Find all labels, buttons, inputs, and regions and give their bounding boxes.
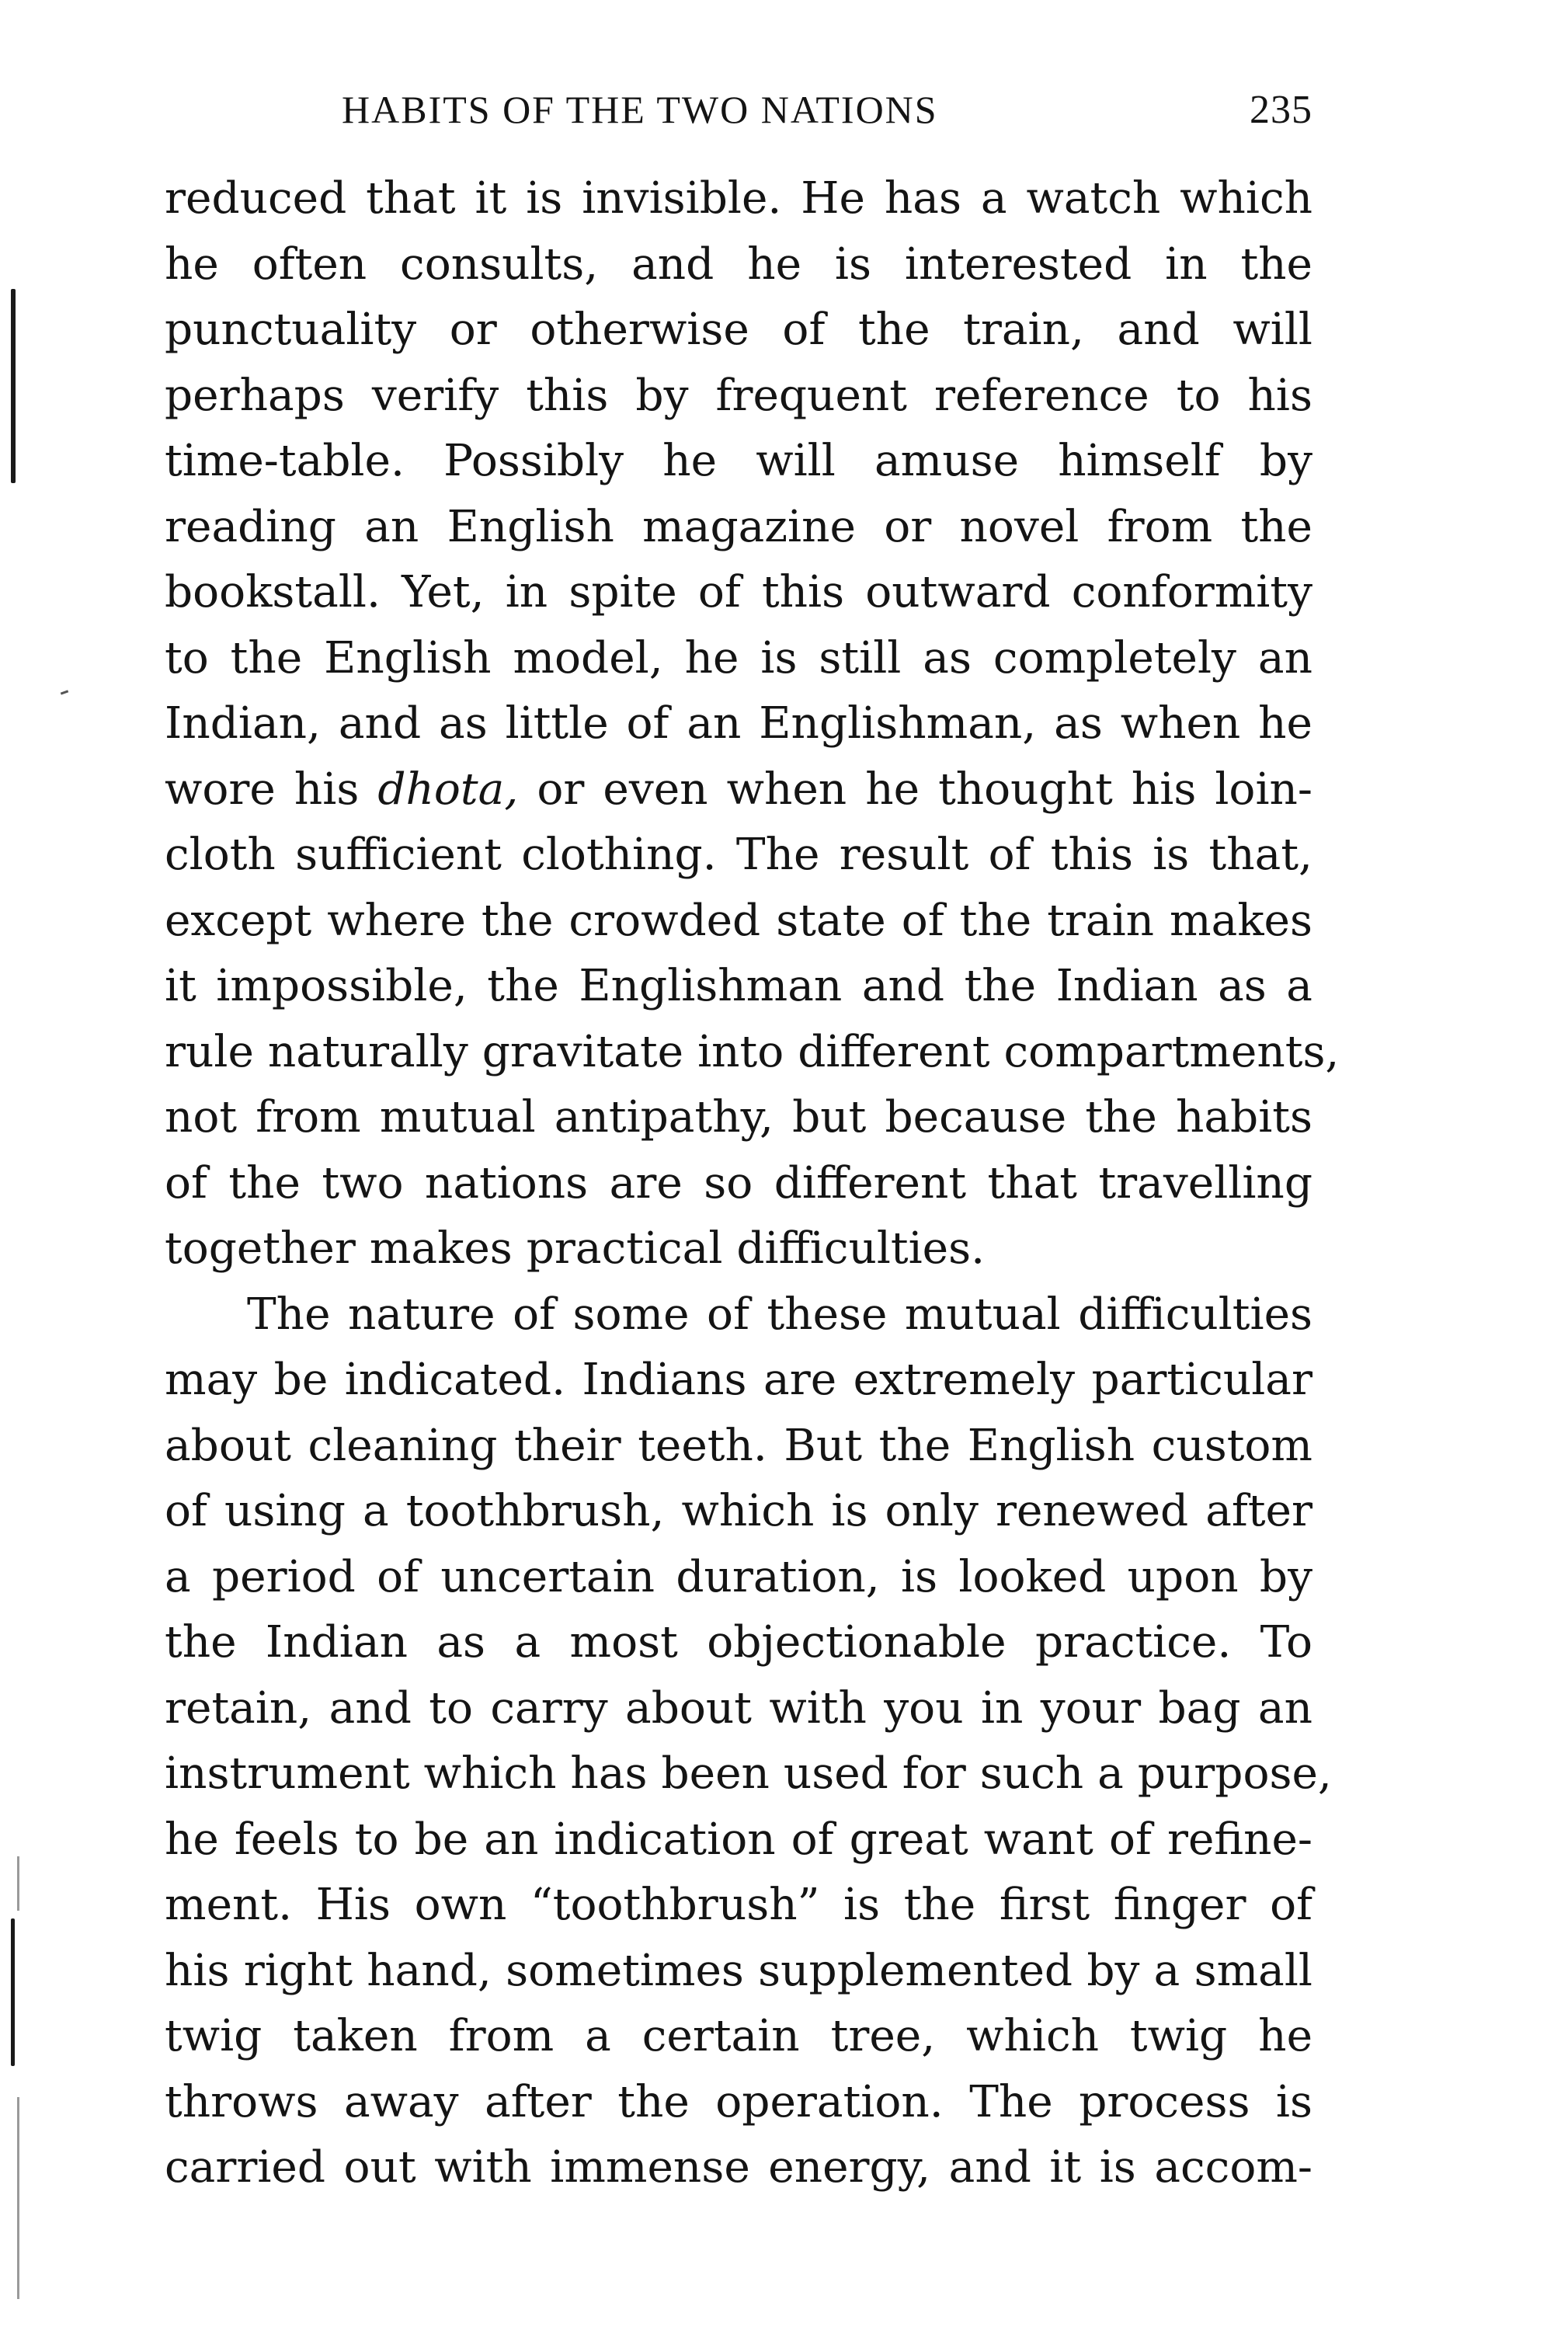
text-line-with-italic: [165, 757, 1312, 823]
text-line: Indian, and as little of an Englishman, as when he: [165, 698, 1312, 749]
text-line: instrument which has been used for such a purpose,: [165, 1748, 1332, 1799]
text-line: of using a toothbrush, which is only renewed after: [165, 1486, 1312, 1536]
text-line: ment. His own “toothbrush” is the first finger of: [165, 1880, 1312, 1930]
text-line: not from mutual antipathy, but because the habits: [165, 1092, 1312, 1143]
text-line: he feels to be an indication of great want of refine-: [165, 1814, 1312, 1865]
text-line: about cleaning their teeth. But the English custom: [165, 1420, 1312, 1471]
text-line: reduced that it is invisible. He has a watch which: [165, 173, 1312, 224]
text-line: punctuality or otherwise of the train, and will: [165, 304, 1312, 355]
stray-ink-mark: [61, 690, 68, 694]
text-line: cloth sufficient clothing. The result of this is that,: [165, 830, 1312, 880]
text-line: it impossible, the Englishman and the Indian as a: [165, 961, 1312, 1011]
text-line: except where the crowded state of the train makes: [165, 895, 1312, 946]
text-line: of the two nations are so different that travelling: [165, 1157, 1312, 1209]
text-run: or even when he thought his loin-: [518, 764, 1312, 815]
text-line: twig taken from a certain tree, which twig he: [165, 2011, 1312, 2061]
text-line: perhaps verify this by frequent reference to his: [165, 370, 1312, 421]
text-line: may be indicated. Indians are extremely particular: [165, 1355, 1312, 1405]
scan-edge-shadow: [11, 289, 16, 483]
paragraph-2: [165, 1282, 1332, 2201]
text-line: his right hand, sometimes supplemented by a small: [165, 1945, 1312, 1996]
text-line: the Indian as a most objectionable practice. To: [165, 1617, 1312, 1668]
text-line: bookstall. Yet, in spite of this outward conformity: [165, 567, 1312, 617]
page-header: [342, 87, 1312, 141]
italic-term-dhota: dhota,: [377, 764, 519, 815]
scan-edge-speck: [17, 1856, 19, 1911]
text-line: throws away after the operation. The process is: [165, 2076, 1312, 2127]
text-line: carried out with immense energy, and it is accom-: [165, 2142, 1312, 2193]
text-run: wore his: [165, 764, 378, 815]
page-number: 235: [1250, 88, 1312, 132]
text-line: to the English model, he is still as completely an: [165, 632, 1312, 684]
scan-edge-shadow: [11, 1918, 15, 2066]
text-line: retain, and to carry about with you in your bag an: [165, 1682, 1312, 1734]
text-line: a period of uncertain duration, is looked upon by: [165, 1551, 1312, 1602]
text-line: together makes practical difficulties.: [165, 1223, 986, 1274]
text-line: time-table. Possibly he will amuse himself by: [165, 436, 1312, 486]
text-line: rule naturally gravitate into different compartments,: [165, 1026, 1340, 1077]
text-line: reading an English magazine or novel from the: [165, 501, 1312, 552]
body-text: [165, 166, 1340, 2201]
scan-edge-speck: [17, 2097, 19, 2299]
paragraph-1: [165, 166, 1340, 1282]
running-title: HABITS OF THE TWO NATIONS: [342, 88, 938, 131]
text-line: The nature of some of these mutual difficulties: [247, 1289, 1312, 1340]
text-line: he often consults, and he is interested in the: [165, 238, 1312, 290]
